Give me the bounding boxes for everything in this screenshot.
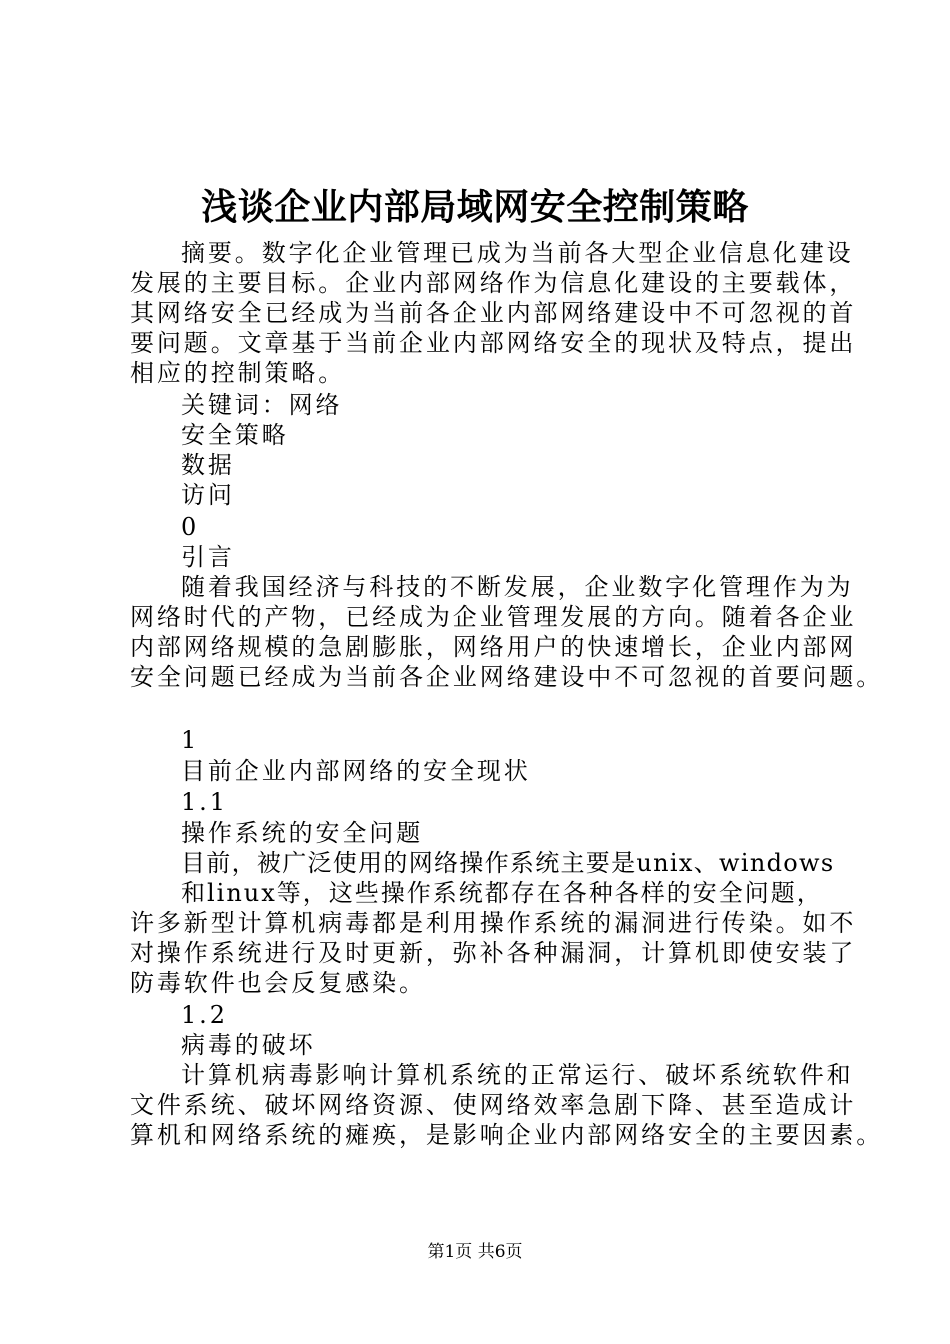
paragraph-line: 文件系统、破坏网络资源、使网络效率急剧下降、甚至造成计 — [130, 1091, 857, 1119]
abstract-line: 发展的主要目标。企业内部网络作为信息化建设的主要载体， — [130, 269, 857, 297]
keyword-line: 访问 — [181, 481, 235, 509]
paragraph-line: 目前，被广泛使用的网络操作系统主要是unix、windows — [181, 849, 835, 877]
abstract-line: 其网络安全已经成为当前各企业内部网络建设中不可忽视的首 — [130, 299, 857, 327]
section-number: 1 — [181, 726, 200, 754]
subsection-number: 1.2 — [181, 1001, 228, 1029]
keyword-line: 关键词：网络 — [181, 391, 343, 419]
abstract-line: 要问题。文章基于当前企业内部网络安全的现状及特点，提出 — [130, 329, 857, 357]
paragraph-line: 网络时代的产物，已经成为企业管理发展的方向。随着各企业 — [130, 603, 857, 631]
paragraph-line: 内部网络规模的急剧膨胀，网络用户的快速增长，企业内部网 — [130, 633, 857, 661]
paragraph-line: 安全问题已经成为当前各企业网络建设中不可忽视的首要问题。 — [130, 663, 884, 691]
section-heading: 引言 — [181, 543, 235, 571]
paragraph-line: 随着我国经济与科技的不断发展，企业数字化管理作为为 — [181, 573, 854, 601]
keyword-line: 数据 — [181, 451, 235, 479]
abstract-line: 相应的控制策略。 — [130, 359, 346, 387]
subsection-number: 1.1 — [181, 788, 228, 816]
section-heading: 目前企业内部网络的安全现状 — [181, 757, 531, 785]
subsection-heading: 病毒的破坏 — [181, 1031, 316, 1059]
paragraph-line: 和linux等，这些操作系统都存在各种各样的安全问题， — [181, 879, 823, 907]
paragraph-line: 计算机病毒影响计算机系统的正常运行、破坏系统软件和 — [181, 1061, 854, 1089]
section-number: 0 — [181, 513, 200, 541]
abstract-line: 摘要。数字化企业管理已成为当前各大型企业信息化建设 — [181, 239, 854, 267]
keyword-line: 安全策略 — [181, 421, 289, 449]
paragraph-line: 许多新型计算机病毒都是利用操作系统的漏洞进行传染。如不 — [130, 909, 857, 937]
paragraph-line: 防毒软件也会反复感染。 — [130, 969, 426, 997]
document-title: 浅谈企业内部局域网安全控制策略 — [201, 186, 749, 228]
paragraph-line: 对操作系统进行及时更新，弥补各种漏洞，计算机即使安装了 — [130, 939, 857, 967]
paragraph-line: 算机和网络系统的瘫痪，是影响企业内部网络安全的主要因素。 — [130, 1121, 884, 1149]
page-footer: 第1页 共6页 — [427, 1242, 523, 1262]
subsection-heading: 操作系统的安全问题 — [181, 819, 424, 847]
